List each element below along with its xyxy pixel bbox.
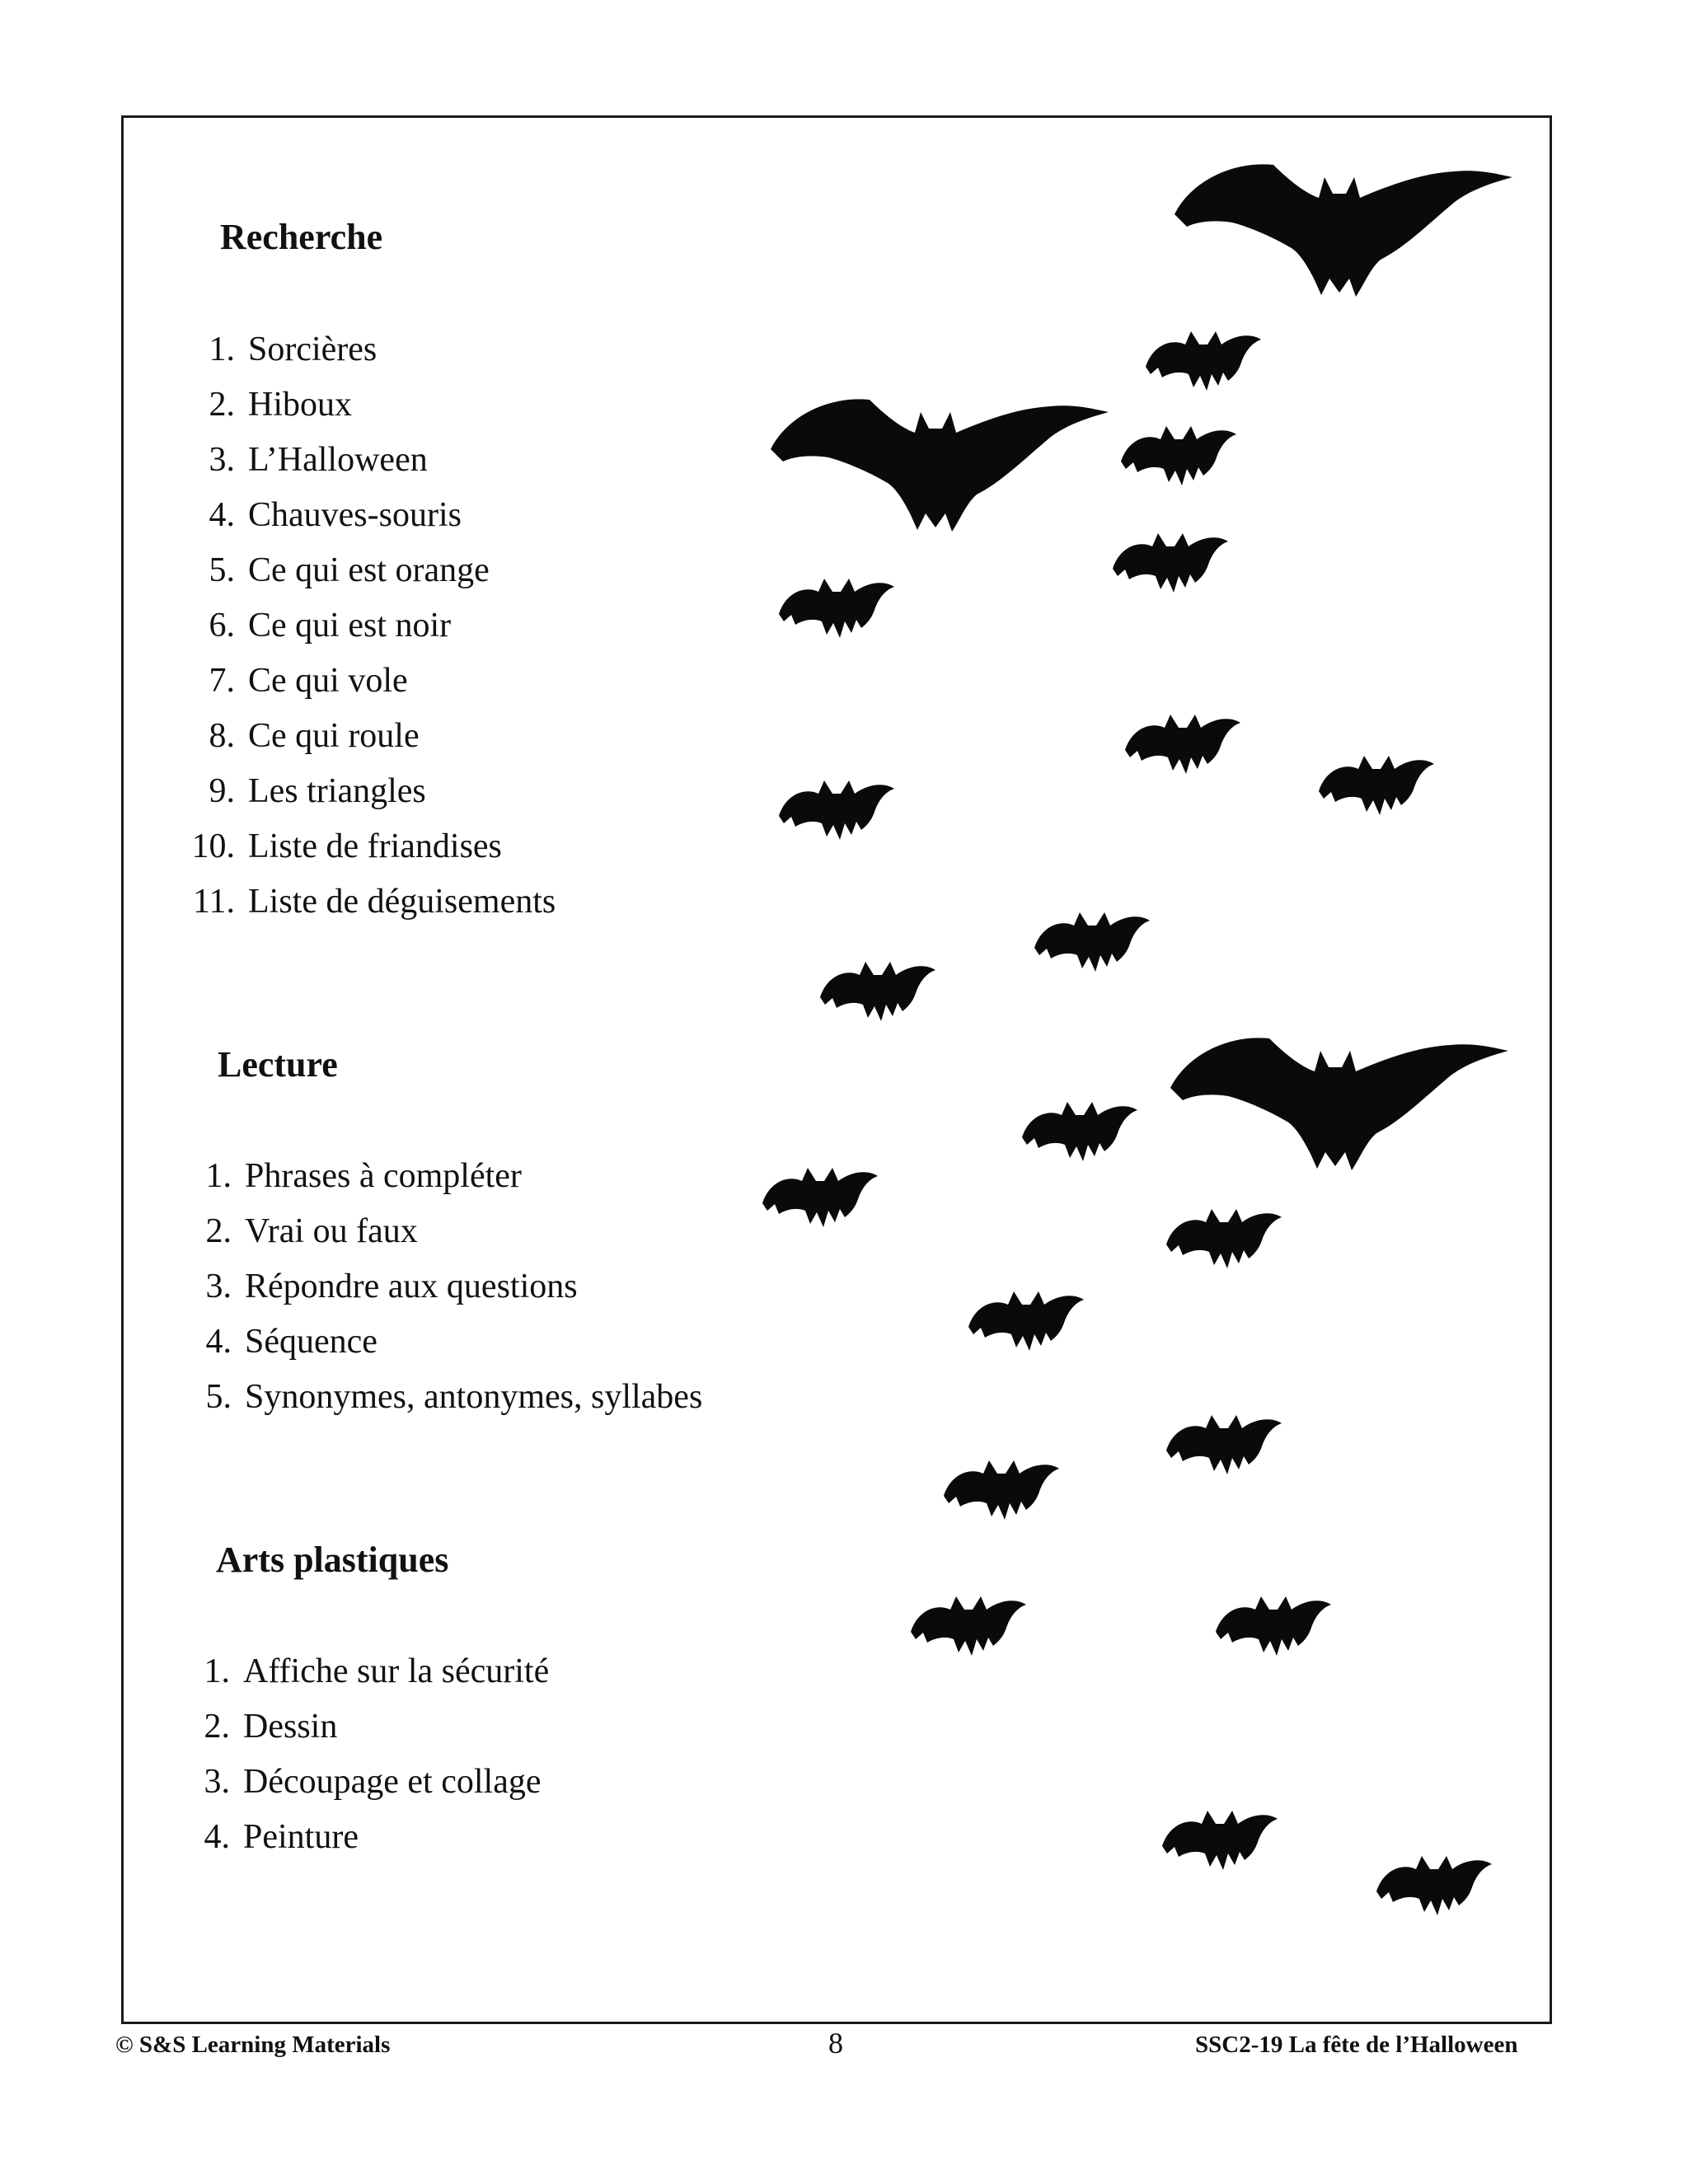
item-text: Phrases à compléter [245, 1157, 522, 1195]
item-text: Synonymes, antonymes, syllabes [245, 1378, 703, 1416]
page-number: 8 [828, 2027, 843, 2060]
item-text: Les triangles [248, 772, 426, 810]
list-item [162, 1380, 702, 1414]
item-text: Découpage et collage [243, 1763, 542, 1801]
item-text: Séquence [245, 1323, 377, 1361]
item-text: Peinture [243, 1818, 359, 1856]
item-text: Ce qui est noir [248, 607, 452, 644]
item-number: 9. [209, 772, 235, 810]
item-number: 3. [204, 1763, 230, 1801]
item-number: 4. [209, 496, 235, 534]
item-number: 1. [204, 1652, 230, 1690]
list-item [165, 663, 408, 698]
list-item [162, 1269, 578, 1304]
list-item [160, 1765, 541, 1799]
item-text: Affiche sur la sécurité [243, 1652, 550, 1690]
item-text: Hiboux [248, 386, 352, 424]
item-text: L’Halloween [248, 441, 428, 479]
list-item [165, 719, 420, 753]
list-item [165, 553, 490, 588]
list-item [160, 1654, 549, 1689]
list-item [165, 829, 502, 864]
item-number: 3. [205, 1268, 232, 1305]
section-heading-recherche: Recherche [220, 217, 383, 257]
item-number: 4. [205, 1323, 232, 1361]
item-number: 5. [209, 551, 235, 589]
item-number: 1. [209, 330, 235, 368]
footer-series: SSC2-19 La fête de l’Halloween [1195, 2032, 1518, 2058]
item-text: Ce qui vole [248, 662, 408, 700]
section-heading-lecture: Lecture [218, 1044, 338, 1085]
list-item [165, 387, 352, 422]
item-text: Liste de friandises [248, 827, 502, 865]
item-text: Vrai ou faux [245, 1212, 418, 1250]
list-item [162, 1159, 522, 1193]
list-item [165, 498, 462, 532]
item-number: 2. [209, 386, 235, 424]
list-item [165, 443, 428, 477]
item-text: Dessin [243, 1708, 338, 1746]
list-item [162, 1214, 418, 1249]
item-number: 5. [205, 1378, 232, 1416]
item-number: 7. [209, 662, 235, 700]
item-text: Chauves-souris [248, 496, 462, 534]
item-text: Répondre aux questions [245, 1268, 578, 1305]
item-text: Ce qui est orange [248, 551, 490, 589]
item-number: 11. [193, 883, 235, 921]
item-text: Sorcières [248, 330, 377, 368]
item-number: 6. [209, 607, 235, 644]
item-number: 8. [209, 717, 235, 755]
list-item [160, 1820, 359, 1854]
item-number: 3. [209, 441, 235, 479]
item-number: 10. [191, 827, 235, 865]
item-number: 1. [205, 1157, 232, 1195]
list-item [165, 332, 377, 367]
item-text: Ce qui roule [248, 717, 420, 755]
item-number: 2. [205, 1212, 232, 1250]
list-item [165, 608, 451, 643]
list-item [160, 1709, 337, 1744]
list-item [165, 884, 556, 919]
footer-copyright: © S&S Learning Materials [115, 2032, 391, 2058]
item-number: 2. [204, 1708, 230, 1746]
list-item [162, 1324, 377, 1359]
item-text: Liste de déguisements [248, 883, 556, 921]
item-number: 4. [204, 1818, 230, 1856]
list-item [165, 774, 426, 808]
section-heading-arts-plastiques: Arts plastiques [216, 1540, 449, 1580]
